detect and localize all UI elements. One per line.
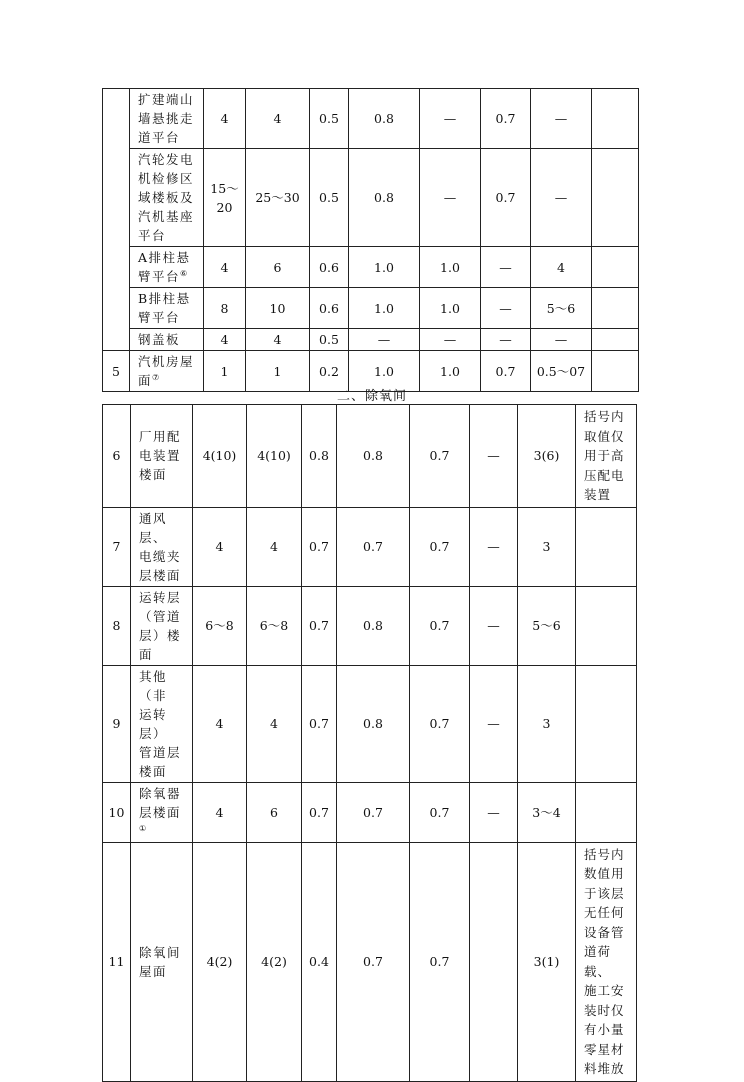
value-cell-c3: 0.5 (310, 149, 349, 247)
value-cell-c7: 4 (531, 247, 592, 288)
value-cell-c7: — (531, 329, 592, 351)
note-cell (576, 405, 637, 508)
footnote-mark: ⑦ (152, 372, 161, 382)
text-line: 料堆放 (584, 1061, 625, 1076)
text-line: （管道 (139, 608, 182, 624)
value-cell-c3: 0.2 (310, 351, 349, 392)
value-cell-c7: 3～4 (518, 782, 576, 842)
text-line: 设备管 (584, 924, 625, 940)
text-line: 道荷载、 (584, 944, 612, 979)
value-cell-c2: 1 (246, 351, 310, 392)
value-cell-c1: 4 (193, 665, 247, 782)
text-line: 道平台 (138, 130, 181, 145)
text-line: 汽机基座 (138, 209, 195, 224)
value-cell-c2: 6 (247, 782, 302, 842)
value-cell-c2: 4(10) (247, 405, 302, 508)
value-cell-c5: 0.7 (410, 507, 470, 586)
load-table-deaerator (102, 404, 637, 1082)
text-line: 臂平台 (138, 269, 181, 284)
value-cell-c2: 4 (246, 89, 310, 149)
item-name-cell (130, 149, 204, 247)
value-cell-c6: — (470, 507, 518, 586)
value-cell-c7: 3 (518, 507, 576, 586)
item-name-cell (131, 405, 193, 508)
text-line: 域楼板及 (138, 190, 195, 205)
value-cell-c2: 10 (246, 288, 310, 329)
value-cell-c4: 0.7 (337, 507, 410, 586)
load-table-top (102, 88, 639, 392)
value-cell-c5: — (420, 329, 481, 351)
table-row (103, 507, 637, 586)
value-cell-c3: 0.7 (302, 586, 337, 665)
value-cell-c1: 4(10) (193, 405, 247, 508)
value-cell-c3: 0.7 (302, 507, 337, 586)
text-line: 零星材 (584, 1041, 625, 1057)
value-cell-c1: 4 (204, 329, 246, 351)
row-number-cell (103, 89, 130, 351)
value-cell-c4: 0.8 (337, 405, 410, 508)
table-row (103, 842, 637, 1081)
text-line: 括号内 (584, 409, 625, 424)
table-row (103, 247, 639, 288)
value-cell-c2: 4 (247, 665, 302, 782)
value-cell-c1: 4 (204, 247, 246, 288)
value-cell-c6: 0.7 (481, 351, 531, 392)
value-cell-c1: 4 (204, 89, 246, 149)
text-line: 除氧间 (139, 944, 182, 960)
text-line: 其他（非 (139, 668, 168, 703)
note-cell (576, 507, 637, 586)
value-cell-c4: 0.8 (349, 89, 420, 149)
value-cell-c5: 0.7 (410, 586, 470, 665)
text-line: 于该层 (584, 885, 625, 901)
note-cell (576, 782, 637, 842)
row-number-cell: 7 (103, 507, 131, 586)
value-cell-c3: 0.4 (302, 842, 337, 1081)
table-row (103, 288, 639, 329)
value-cell-c5: 1.0 (420, 351, 481, 392)
value-cell-c6: 0.7 (481, 89, 531, 149)
table-row (103, 89, 639, 149)
text-line: 除氧器 (139, 785, 182, 801)
value-cell-c7: 5～6 (518, 586, 576, 665)
row-number-cell: 10 (103, 782, 131, 842)
value-cell-c4: — (349, 329, 420, 351)
value-cell-c2: 4 (246, 329, 310, 351)
item-name-cell (130, 329, 204, 351)
item-name-cell (130, 288, 204, 329)
text-line: 装置 (584, 487, 612, 502)
value-cell-c7: 3 (518, 665, 576, 782)
note-cell (592, 329, 639, 351)
value-cell-c4: 1.0 (349, 351, 420, 392)
value-cell-c3: 0.7 (302, 782, 337, 842)
value-cell-c3: 0.6 (310, 247, 349, 288)
value-cell-c3: 0.6 (310, 288, 349, 329)
value-cell-c7: 5～6 (531, 288, 592, 329)
value-cell-c5: — (420, 89, 481, 149)
value-cell-c6: — (481, 288, 531, 329)
note-cell (576, 665, 637, 782)
row-number-cell: 6 (103, 405, 131, 508)
value-cell-c6: — (470, 782, 518, 842)
value-cell-c2: 25～30 (246, 149, 310, 247)
text-line: 汽轮发电 (138, 152, 195, 167)
value-cell-c2: 6～8 (247, 586, 302, 665)
value-cell-c6: — (481, 247, 531, 288)
value-cell-c5: 0.7 (410, 405, 470, 508)
value-cell-c3: 0.5 (310, 89, 349, 149)
table-row (103, 782, 637, 842)
note-cell (592, 288, 639, 329)
item-name-cell (130, 89, 204, 149)
value-cell-c1: 8 (204, 288, 246, 329)
text-line: 运转层） (139, 706, 168, 741)
note-cell (592, 89, 639, 149)
value-cell-c4: 0.8 (349, 149, 420, 247)
footnote-mark: ① (139, 823, 148, 833)
text-line: A排柱悬 (138, 250, 191, 265)
table-row (103, 149, 639, 247)
value-cell-c5: 0.7 (410, 665, 470, 782)
value-cell-c6: — (470, 586, 518, 665)
value-cell-c5: 0.7 (410, 782, 470, 842)
table-row (103, 405, 637, 508)
value-cell-c5: — (420, 149, 481, 247)
value-cell-c4: 0.8 (337, 586, 410, 665)
value-cell-c4: 0.7 (337, 842, 410, 1081)
value-cell-c2: 6 (246, 247, 310, 288)
value-cell-c5: 1.0 (420, 247, 481, 288)
text-line: B排柱悬 (138, 291, 191, 306)
value-cell-c2: 4(2) (247, 842, 302, 1081)
text-line: 压配电 (584, 467, 625, 483)
text-line: 有小量 (584, 1022, 625, 1037)
value-cell-c4: 1.0 (349, 247, 420, 288)
text-line: 装时仅 (584, 1002, 625, 1018)
text-line: 钢盖板 (138, 332, 181, 347)
value-cell-c7: 3(6) (518, 405, 576, 508)
text-line: 无任何 (584, 905, 625, 920)
text-line: 括号内 (584, 846, 625, 862)
value-cell-c1: 4 (193, 507, 247, 586)
value-cell-c5: 1.0 (420, 288, 481, 329)
value-cell-c6: — (470, 405, 518, 508)
value-cell-c1: 15～20 (204, 149, 246, 247)
value-cell-c7: 0.5～07 (531, 351, 592, 392)
text-line: 厂用配 (139, 429, 182, 445)
item-name-cell (131, 586, 193, 665)
note-cell (576, 586, 637, 665)
item-name-cell (131, 507, 193, 586)
footnote-mark: ⑥ (180, 268, 189, 278)
text-line: 平台 (138, 228, 167, 243)
value-cell-c7: — (531, 149, 592, 247)
value-cell-c5: 0.7 (410, 842, 470, 1081)
item-name-cell (131, 665, 193, 782)
text-line: 汽机房屋 (138, 354, 195, 369)
text-line: 臂平台 (138, 310, 181, 325)
value-cell-c4: 0.7 (337, 782, 410, 842)
item-name-cell (130, 247, 204, 288)
text-line: 层）楼面 (139, 627, 182, 662)
text-line: 施工安 (584, 983, 625, 998)
text-line: 数值用 (584, 866, 625, 881)
value-cell-c7: 3(1) (518, 842, 576, 1081)
value-cell-c6 (470, 842, 518, 1081)
note-cell (592, 247, 639, 288)
text-line: 墙悬挑走 (138, 111, 195, 126)
value-cell-c6: — (481, 329, 531, 351)
text-line: 机检修区 (138, 171, 195, 186)
text-line: 用于高 (584, 448, 625, 463)
text-line: 管道层 (139, 744, 182, 760)
section-title-deaerator-bay: 二、除氧间 (336, 389, 407, 404)
text-line: 楼面 (139, 467, 168, 483)
note-cell (592, 149, 639, 247)
row-number-cell: 11 (103, 842, 131, 1081)
value-cell-c3: 0.5 (310, 329, 349, 351)
value-cell-c4: 1.0 (349, 288, 420, 329)
text-line: 扩建端山 (138, 92, 195, 107)
value-cell-c1: 6～8 (193, 586, 247, 665)
value-cell-c1: 4(2) (193, 842, 247, 1081)
text-line: 电缆夹 (139, 548, 182, 564)
text-line: 运转层 (139, 589, 182, 605)
text-line: 层楼面 (139, 804, 182, 820)
value-cell-c1: 4 (193, 782, 247, 842)
value-cell-c3: 0.8 (302, 405, 337, 508)
text-line: 取值仅 (584, 428, 625, 444)
text-line: 面 (138, 373, 153, 388)
table-row (103, 329, 639, 351)
text-line: 楼面 (139, 763, 168, 779)
value-cell-c3: 0.7 (302, 665, 337, 782)
text-line: 层楼面 (139, 567, 182, 583)
text-line: 电装置 (139, 448, 182, 464)
value-cell-c2: 4 (247, 507, 302, 586)
value-cell-c6: — (470, 665, 518, 782)
value-cell-c7: — (531, 89, 592, 149)
value-cell-c4: 0.8 (337, 665, 410, 782)
text-line: 通风层、 (139, 510, 168, 545)
table-row (103, 586, 637, 665)
row-number-cell: 8 (103, 586, 131, 665)
text-line: 屋面 (139, 963, 168, 979)
table-row (103, 665, 637, 782)
value-cell-c1: 1 (204, 351, 246, 392)
row-number-cell: 9 (103, 665, 131, 782)
item-name-cell (131, 842, 193, 1081)
row-number-cell: 5 (103, 351, 130, 392)
note-cell (576, 842, 637, 1081)
value-cell-c6: 0.7 (481, 149, 531, 247)
item-name-cell (131, 782, 193, 842)
